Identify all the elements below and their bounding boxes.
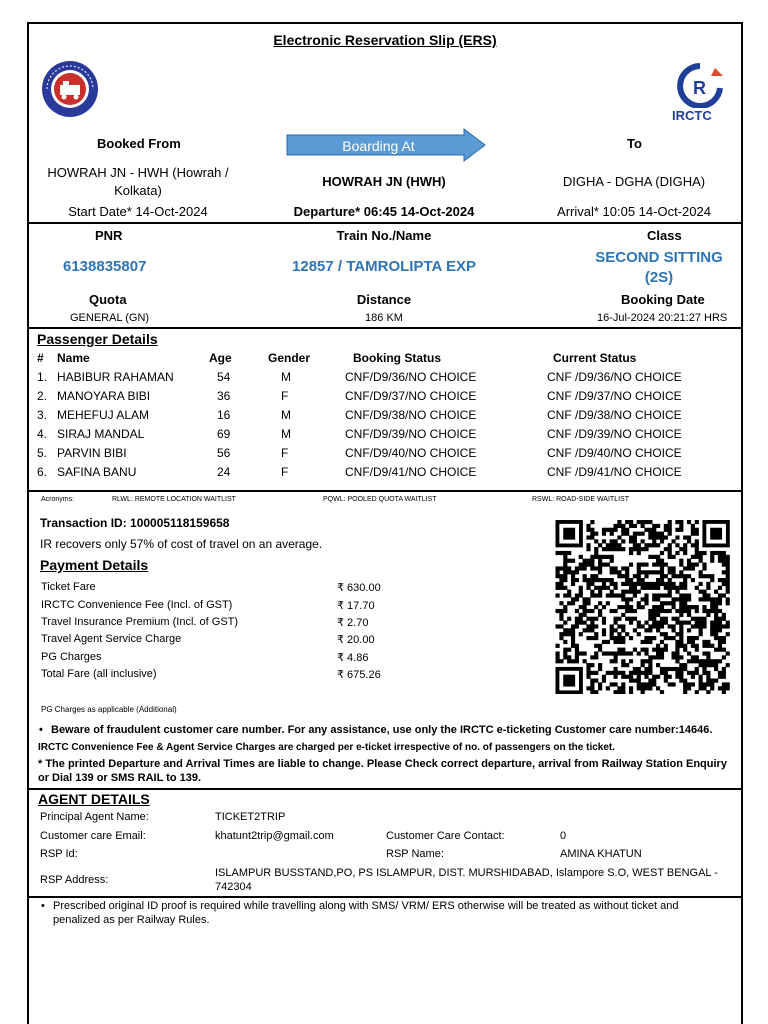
table-row: 1. HABIBUR RAHAMAN 54 M CNF/D9/36/NO CHOICE CNF /D9/36/NO CHOICE — [37, 370, 682, 384]
agent-details-title: AGENT DETAILS — [38, 791, 150, 807]
irctc-logo — [667, 62, 733, 124]
passenger-table-header — [37, 351, 737, 370]
pnr-value: 6138835807 — [63, 258, 147, 275]
rsp-name-label: RSP Name: — [386, 848, 444, 860]
irctc-logo-text: IRCTC — [672, 108, 712, 123]
acronyms-label: Acronyms: — [41, 496, 75, 503]
class-label: Class — [647, 228, 682, 243]
divider — [29, 788, 741, 790]
passenger-details-title: Passenger Details — [37, 331, 158, 347]
divider — [29, 490, 741, 492]
col-booking-status: Booking Status — [353, 351, 442, 365]
ers-document — [27, 22, 743, 1024]
table-row: 2. MANOYARA BIBI 36 F CNF/D9/37/NO CHOICE CNF /D9/37/NO CHOICE — [37, 389, 682, 403]
distance-label: Distance — [356, 292, 412, 307]
divider — [29, 896, 741, 898]
start-date: Start Date* 14-Oct-2024 — [68, 204, 208, 219]
payment-value: ₹ 675.26 — [337, 669, 381, 681]
customer-care-contact-value: 0 — [560, 830, 567, 842]
divider — [29, 222, 741, 224]
rsp-name-value: AMINA KHATUN — [560, 848, 642, 860]
boarding-station: HOWRAH JN (HWH) — [322, 174, 446, 189]
timing-notice: * The printed Departure and Arrival Times are liable to change. Please Check correct departure, arrival from Railway Station Enquiry or Dial 139 or SMS RAIL to 139. — [38, 758, 727, 784]
qr-code — [551, 520, 734, 694]
col-current-status: Current Status — [553, 351, 637, 365]
train-label: Train No./Name — [336, 228, 432, 243]
divider — [29, 327, 741, 329]
pg-charges-note: PG Charges as applicable (Additional) — [41, 705, 177, 714]
payment-label: IRCTC Convenience Fee (Incl. of GST) — [41, 599, 233, 611]
customer-care-email-value: khatunt2trip@gmail.com — [215, 830, 334, 842]
booking-date-value: 16-Jul-2024 20:21:27 HRS — [597, 312, 728, 324]
pnr-label: PNR — [95, 228, 123, 243]
customer-care-email-label: Customer care Email: — [40, 830, 146, 842]
svg-text:R: R — [693, 78, 706, 98]
col-age: Age — [209, 351, 232, 365]
page-title: Electronic Reservation Slip (ERS) — [273, 32, 497, 48]
payment-value: ₹ 20.00 — [337, 634, 375, 646]
quota-value: GENERAL (GN) — [70, 312, 150, 324]
rsp-address-label: RSP Address: — [40, 874, 109, 886]
acronym-rswl: RSWL: ROAD-SIDE WAITLIST — [532, 496, 629, 503]
arrival-time: Arrival* 10:05 14-Oct-2024 — [557, 204, 711, 219]
table-row: 4. SIRAJ MANDAL 69 M CNF/D9/39/NO CHOICE CNF /D9/39/NO CHOICE — [37, 427, 682, 441]
train-value: 12857 / TAMROLIPTA EXP — [292, 258, 476, 275]
payment-value: ₹ 630.00 — [337, 582, 381, 594]
payment-label: Travel Insurance Premium (Incl. of GST) — [41, 616, 239, 628]
rsp-id-label: RSP Id: — [40, 848, 78, 860]
principal-agent-value: TICKET2TRIP — [215, 811, 286, 823]
to-label: To — [627, 136, 642, 151]
distance-value: 186 KM — [365, 312, 403, 324]
indian-railways-logo — [39, 60, 101, 118]
transaction-id: Transaction ID: 100005118159658 — [40, 516, 230, 530]
to-station: DIGHA - DGHA (DIGHA) — [562, 174, 706, 189]
rsp-address-value: ISLAMPUR BUSSTAND,PO, PS ISLAMPUR, DIST. MURSHIDABAD, Islampore S.O, WEST BENGAL - 742304 — [215, 867, 718, 893]
col-num: # — [37, 351, 44, 365]
principal-agent-label: Principal Agent Name: — [40, 811, 149, 823]
from-station: HOWRAH JN - HWH (Howrah / Kolkata) — [47, 165, 229, 198]
fraud-notice: Beware of fraudulent customer care number. For any assistance, use only the IRCTC e-ticketing Customer care number:14646. — [51, 724, 713, 736]
table-row: 3. MEHEFUJ ALAM 16 M CNF/D9/38/NO CHOICE CNF /D9/38/NO CHOICE — [37, 408, 682, 422]
id-proof-note: Prescribed original ID proof is required while travelling along with SMS/ VRM/ ERS otherwise will be treated as without ticket and penalized as per Railway Rules. — [53, 900, 679, 926]
customer-care-contact-label: Customer Care Contact: — [386, 830, 505, 842]
col-name: Name — [57, 351, 90, 365]
class-value: SECOND SITTING (2S) — [595, 249, 723, 286]
booking-date-label: Booking Date — [621, 292, 705, 307]
fee-notice: IRCTC Convenience Fee & Agent Service Charges are charged per e-ticket irrespective of no. of passengers on the ticket. — [38, 742, 616, 753]
acronym-pqwl: PQWL: POOLED QUOTA WAITLIST — [323, 496, 437, 503]
payment-label: Total Fare (all inclusive) — [41, 668, 157, 680]
payment-value: ₹ 4.86 — [337, 652, 369, 664]
table-row: 6. SAFINA BANU 24 F CNF/D9/41/NO CHOICE CNF /D9/41/NO CHOICE — [37, 465, 682, 479]
acronym-rlwl: RLWL: REMOTE LOCATION WAITLIST — [112, 496, 236, 503]
subsidy-note: IR recovers only 57% of cost of travel on an average. — [40, 537, 323, 551]
payment-value: ₹ 17.70 — [337, 600, 375, 612]
boarding-arrow — [286, 128, 486, 162]
departure-time: Departure* 06:45 14-Oct-2024 — [293, 204, 475, 219]
payment-details-title: Payment Details — [40, 557, 149, 573]
payment-label: Ticket Fare — [41, 581, 96, 593]
payment-label: Travel Agent Service Charge — [41, 633, 182, 645]
payment-value: ₹ 2.70 — [337, 617, 369, 629]
table-row: 5. PARVIN BIBI 56 F CNF/D9/40/NO CHOICE CNF /D9/40/NO CHOICE — [37, 446, 682, 460]
payment-label: PG Charges — [41, 651, 102, 663]
col-gender: Gender — [268, 351, 311, 365]
boarding-at-label: Boarding At — [342, 138, 415, 154]
quota-label: Quota — [89, 292, 127, 307]
booked-from-label: Booked From — [97, 136, 181, 151]
